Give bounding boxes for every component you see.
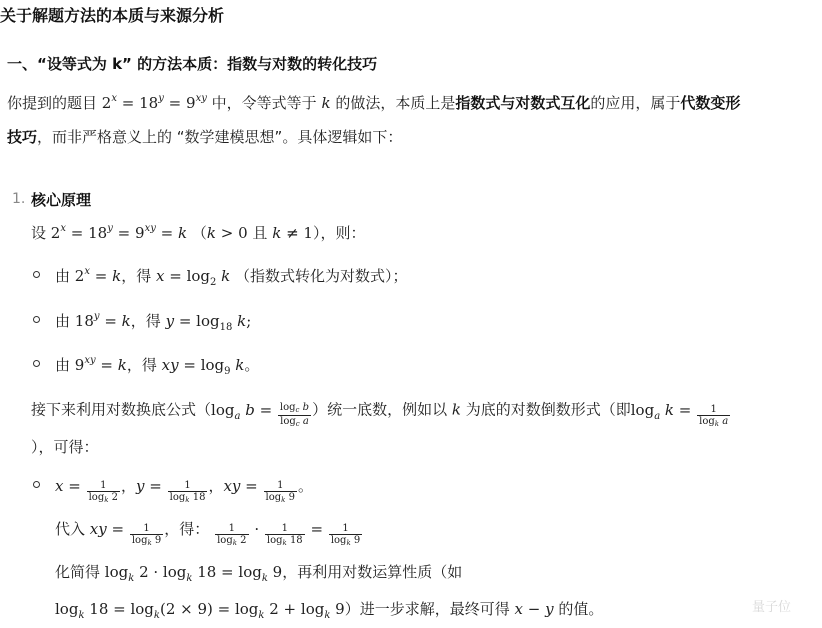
- bullet4-end: 。: [297, 477, 313, 495]
- equation-set: $2^x = 18^y = 9^{xy} = k$: [50, 223, 188, 242]
- intro-bold-1: 指数式与对数式互化: [455, 94, 591, 112]
- list-number: 1.: [12, 191, 26, 207]
- watermark: 量子位: [752, 600, 792, 615]
- bullet1-text-3: （指数式转化为对数式）；: [235, 267, 408, 285]
- intro-text-5: ，而非严格意义上的 “数学建模思想”。具体逻辑如下：: [37, 128, 403, 146]
- core-title: 核心原理: [31, 191, 92, 209]
- sub2-text-2: ，再利用对数运算性质（如: [282, 563, 463, 581]
- doc-title: 关于解题方法的本质与来源分析: [0, 6, 225, 25]
- intro-text-4: 的应用，属于: [590, 94, 681, 112]
- set-text-3: 且: [252, 224, 268, 242]
- bullet4-sep-1: ，: [121, 477, 137, 495]
- bullet3-text-2: ，得: [126, 356, 157, 374]
- final-line: $\log_k 18 = \log_k(2 \times 9) = \log_k 2 + \log_k 9$）进一步求解，最终可得 x − y 的值。: [55, 600, 604, 621]
- intro-text-3: 的做法，本质上是: [335, 94, 456, 112]
- bullet3-text-3: 。: [244, 356, 260, 374]
- bullet4-sep-2: ，: [208, 477, 224, 495]
- sub1-text-2: ，得：: [164, 520, 210, 538]
- set-line: [31, 224, 365, 241]
- bullet-circle-icon: [33, 271, 40, 278]
- bullet1-text-2: ，得: [121, 267, 152, 285]
- bullet-item-1: 由 2$^x$ = k，得 $x = \log_2 k$ （指数式转化为对数式）；: [55, 266, 408, 288]
- bullet-item-4: x = $\frac{1}{\log_k 2}$ ，y = $\frac{1}{\log_k 18}$ ，xy = $\frac{1}{\log_k 9}$ 。: [55, 477, 313, 504]
- bullet-item-2: 由 18$^y$ = k，得 $y = \log_{18} k$;: [55, 311, 252, 333]
- next-text-1: 接下来利用对数换底公式（: [31, 400, 212, 419]
- change-of-base-line: 接下来利用对数换底公式（$\log_a$ b = $\frac{\log_c b}{\log_c a}$ ）统一底数，例如以 k 为底的对数倒数形式（即$\log_a k$ = $\frac{1}{\log_k a}$: [31, 400, 729, 428]
- intro-bold-3: 技巧: [7, 128, 38, 146]
- close-line: ），可得：: [31, 438, 99, 456]
- substitute-line: 代入 xy = $\frac{1}{\log_k 9}$ ，得： $\frac{1}{\log_k 2}$ · $\frac{1}{\log_k 18}$ = $\frac{1}{\log_k 9}$: [55, 520, 361, 547]
- bullet-circle-icon: [33, 316, 40, 323]
- sub3-text-1: ）进一步求解，最终可得: [344, 600, 510, 618]
- bullet3-text-1: 由: [55, 356, 71, 374]
- bullet-circle-icon: [33, 360, 40, 367]
- bullet-item-3: 由 $9^{xy} = k$，得 xy = $\log_9 k$。: [55, 355, 260, 377]
- intro-line-2: [7, 130, 402, 145]
- section-heading: 一、“设等式为 k” 的方法本质：指数与对数的转化技巧: [7, 55, 378, 73]
- next-text-3: 为底的对数倒数形式（即: [465, 400, 631, 419]
- sub3-text-2: 的值。: [558, 600, 604, 618]
- sub1-text-1: 代入: [55, 520, 86, 538]
- set-text-2: （: [191, 224, 207, 242]
- bullet2-text-1: 由: [55, 312, 71, 330]
- set-text-4: ），则：: [312, 224, 366, 242]
- intro-text-1: 你提到的题目: [7, 94, 98, 112]
- equation-main: $2^x = 18^y = 9^{xy}$: [101, 93, 207, 112]
- bullet-circle-icon: [33, 481, 40, 488]
- bullet2-text-2: ，得: [130, 312, 161, 330]
- condition-not-one: k ≠ 1: [272, 224, 313, 242]
- simplify-line: 化简得 $\log_k 2 \cdot \log_k 18 = \log_k 9$，再利用对数运算性质（如: [55, 563, 463, 584]
- intro-text-2: 中，令等式等于: [211, 94, 317, 112]
- set-text-1: 设: [31, 224, 47, 242]
- bullet1-text-1: 由: [55, 267, 71, 285]
- intro-line-1: 你提到的题目 $2^x = 18^y = 9^{xy}$ 中，令等式等于 k 的做法，本质上是指数式与对数式互化的应用，属于代数变形: [7, 93, 741, 112]
- condition-positive: k > 0: [206, 224, 248, 242]
- intro-bold-2: 代数变形: [680, 94, 741, 112]
- next-text-2: ）统一底数，例如以: [312, 400, 448, 419]
- sub2-text-1: 化简得: [55, 563, 101, 581]
